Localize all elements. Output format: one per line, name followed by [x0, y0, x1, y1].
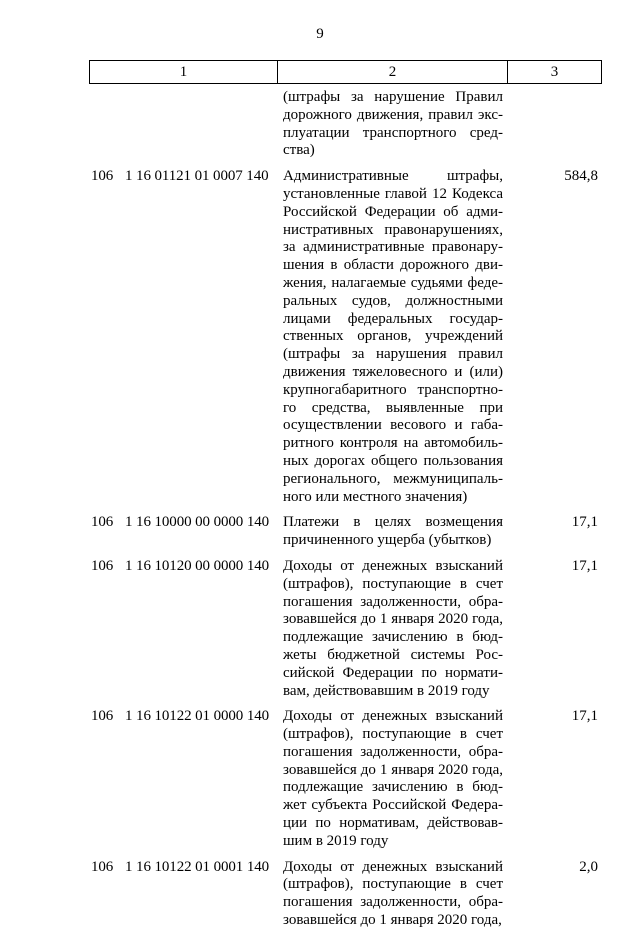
- revenue-name-line: го средства, выявленные при: [283, 399, 503, 416]
- revenue-name-line: шения в области дорожного дви-: [283, 257, 503, 274]
- classification-code: 1 16 10000 00 0000 140: [125, 514, 270, 531]
- revenue-table-body: [0, 89, 640, 938]
- revenue-name-line: за административные правонару-: [283, 239, 503, 256]
- revenue-name-line: регионального, межмуниципаль-: [283, 470, 503, 487]
- amount-cell: 17,1: [571, 557, 598, 574]
- revenue-name-line: ции по нормативам, действовав-: [283, 815, 503, 832]
- revenue-name-line: шим в 2019 году: [283, 832, 389, 849]
- revenue-name-line: крупногабаритного транспортно-: [283, 381, 503, 398]
- revenue-name-line: Доходы от денежных взысканий: [283, 708, 503, 725]
- revenue-name-line: жет субъекта Российской Федера-: [283, 797, 503, 814]
- table-row: [0, 168, 640, 506]
- revenue-name-line: ного или местного значения): [283, 488, 468, 505]
- revenue-name-cell: [283, 708, 503, 850]
- administrator-code: 106: [91, 557, 114, 574]
- revenue-name-line: жения, налагаемые судьями феде-: [283, 274, 503, 291]
- revenue-name-line: (штрафы за нарушения правил: [283, 346, 503, 363]
- classification-code: 1 16 10122 01 0000 140: [125, 708, 270, 725]
- revenue-name-line: зовавшейся до 1 января 2020 года,: [283, 761, 503, 778]
- revenue-name-line: зовавшейся до 1 января 2020 года,: [283, 611, 503, 628]
- table-row: [0, 859, 640, 930]
- revenue-name-cell: [283, 859, 503, 930]
- budget-code-cell: [91, 708, 275, 726]
- revenue-name-line: ных дорогах общего пользования: [283, 452, 503, 469]
- amount-cell: 17,1: [571, 708, 598, 725]
- column-header-table: [89, 60, 602, 84]
- revenue-name-line: осуществлении весового и габа-: [283, 417, 503, 434]
- amount-cell: 2,0: [579, 858, 598, 875]
- revenue-name-line: Платежи в целях возмещения: [283, 514, 503, 531]
- revenue-name-line: ства): [283, 142, 315, 159]
- page-number: 9: [316, 26, 324, 42]
- revenue-name-line: (штрафов), поступающие в счет: [283, 876, 503, 893]
- revenue-name-line: вам, действовавшим в 2019 году: [283, 682, 490, 699]
- administrator-code: 106: [91, 168, 114, 185]
- table-row: [0, 558, 640, 700]
- revenue-name-line: Российской Федерации об адми-: [283, 203, 503, 220]
- column-header-2: 2: [278, 61, 508, 84]
- amount-cell: 17,1: [571, 514, 598, 531]
- table-row: [0, 89, 640, 160]
- revenue-name-line: погашения задолженности, обра-: [283, 593, 503, 610]
- revenue-name-line: (штрафов), поступающие в счет: [283, 575, 503, 592]
- administrator-code: 106: [91, 514, 114, 531]
- budget-code-cell: [91, 514, 275, 532]
- budget-code-cell: [91, 859, 275, 877]
- revenue-name-line: жеты бюджетной системы Рос-: [283, 646, 503, 663]
- revenue-name-line: сийской Федерации по нормати-: [283, 664, 503, 681]
- revenue-name-line: Доходы от денежных взысканий: [283, 557, 503, 574]
- revenue-name-line: погашения задолженности, обра-: [283, 743, 503, 760]
- revenue-name-line: ральных судов, должностными: [283, 292, 503, 309]
- revenue-name-cell: [283, 558, 503, 700]
- classification-code: 1 16 01121 01 0007 140: [125, 168, 269, 185]
- revenue-name-line: причиненного ущерба (убытков): [283, 532, 492, 549]
- revenue-name-line: установленные главой 12 Кодекса: [283, 185, 503, 202]
- table-row: [0, 514, 640, 550]
- revenue-name-line: нистративных правонарушениях,: [283, 221, 503, 238]
- budget-code-cell: [91, 168, 275, 186]
- revenue-name-cell: [283, 168, 503, 506]
- classification-code: 1 16 10120 00 0000 140: [125, 557, 270, 574]
- revenue-name-line: (штрафов), поступающие в счет: [283, 726, 503, 743]
- revenue-name-line: подлежащие зачислению в бюд-: [283, 629, 503, 646]
- revenue-name-line: погашения задолженности, обра-: [283, 894, 503, 911]
- revenue-name-cell: [283, 89, 503, 160]
- classification-code: 1 16 10122 01 0001 140: [125, 858, 270, 875]
- amount-cell: 584,8: [564, 168, 598, 185]
- budget-code-cell: [91, 89, 275, 107]
- budget-code-cell: [91, 558, 275, 576]
- revenue-name-line: (штрафы за нарушение Правил: [283, 89, 503, 105]
- revenue-name-line: ритного контроля на автомобиль-: [283, 435, 503, 452]
- revenue-name-line: Доходы от денежных взысканий: [283, 858, 503, 875]
- revenue-name-line: дорожного движения, правил экс-: [283, 106, 503, 123]
- revenue-name-line: ственных органов, учреждений: [283, 328, 503, 345]
- column-header-row: [90, 61, 602, 84]
- revenue-name-line: подлежащие зачислению в бюд-: [283, 779, 503, 796]
- column-header-3: 3: [508, 61, 602, 84]
- revenue-name-cell: [283, 514, 503, 550]
- table-row: [0, 708, 640, 850]
- revenue-name-line: зовавшейся до 1 января 2020 года,: [283, 912, 502, 929]
- column-header-1: 1: [90, 61, 278, 84]
- revenue-name-line: плуатации транспортного сред-: [283, 124, 503, 141]
- administrator-code: 106: [91, 708, 114, 725]
- revenue-name-line: движения тяжеловесного и (или): [283, 363, 503, 380]
- administrator-code: 106: [91, 858, 114, 875]
- revenue-name-line: лицами федеральных государ-: [283, 310, 503, 327]
- revenue-name-line: Административные штрафы,: [283, 168, 503, 185]
